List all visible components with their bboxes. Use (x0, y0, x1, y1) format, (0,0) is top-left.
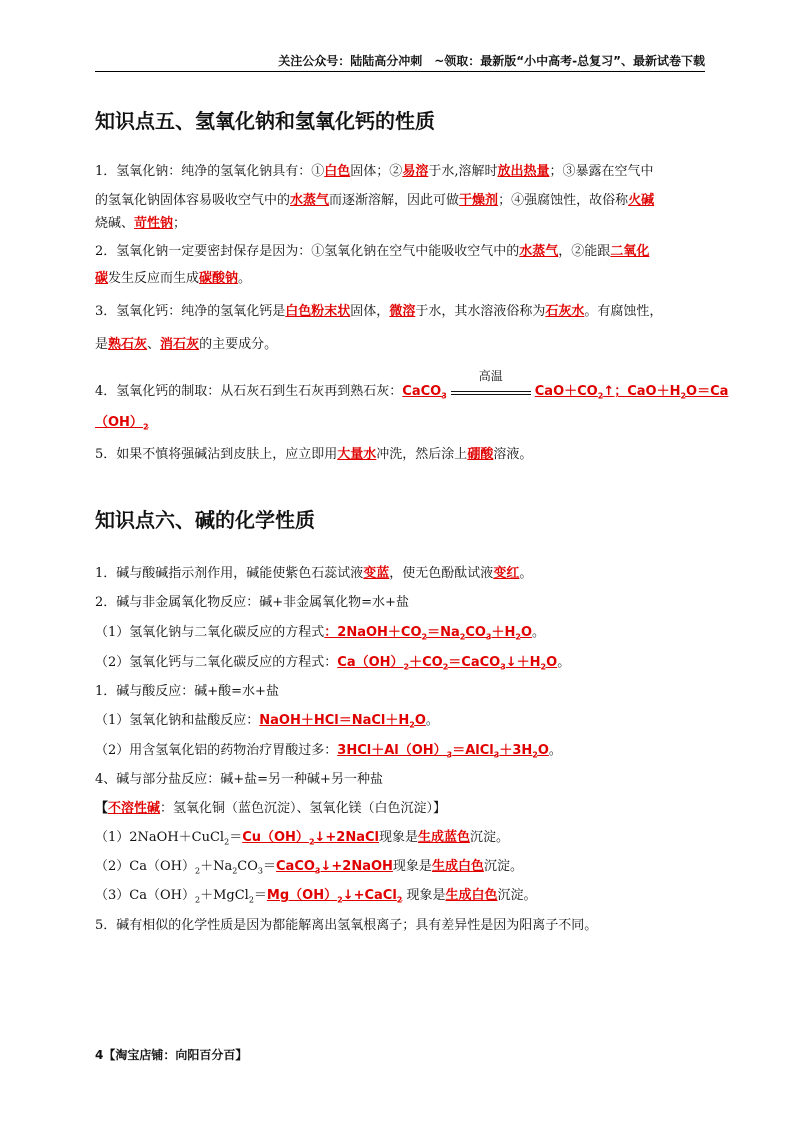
s5-p1-line3: 烧碱、苛性钠； (95, 216, 187, 231)
section-title-5: 知识点五、氢氧化钠和氢氧化钙的性质 (95, 109, 435, 133)
s5-p3-line2: 是熟石灰、消石灰的主要成分。 (95, 337, 278, 352)
s6-line-5: 1．碱与酸反应：碱+酸=水+盐 (95, 684, 279, 699)
page-number: 4 (95, 1048, 104, 1062)
s5-p2-line1: 2．氢氧化钠一定要密封保存是因为：①氢氧化钠在空气中能吸收空气中的水蒸气，②能跟二氧化 (95, 244, 650, 259)
page-header: 关注公众号：陆陆高分冲刺 ~领取：最新版“小中高考-总复习”、最新试卷下载 (278, 54, 705, 68)
s6-line-1: 1．碱与酸碱指示剂作用，碱能使紫色石蕊试液变蓝，使无色酚酞试液变红。 (95, 566, 533, 581)
s5-p1-line1: 1．氢氧化钠：纯净的氢氧化钠具有：①白色固体；②易溶于水,溶解时放出热量；③暴露在空气中 (95, 164, 654, 179)
s6-line-4: （2）氢氧化钙与二氧化碳反应的方程式：$Ca(OH)_2+CO_2=CaCO_3↓+H_2O$。 (95, 655, 571, 672)
section-title-6: 知识点六、碱的化学性质 (95, 508, 315, 532)
s6-line-10: $(1)2NaOH+CuCl_2=Cu(OH)_2↓+2NaCl$现象是生成蓝色沉淀。 (95, 830, 510, 847)
s5-p2-line2: 碳发生反应而生成碳酸钠。 (95, 271, 252, 286)
s6-line-12: $(3)Ca(OH)_2+MgCl_2=Mg(OH)_2↓+CaCl_2$ 现象是生成白色沉淀。 (95, 888, 537, 905)
s6-line-2: 2．碱与非金属氧化物反应：碱+非金属氧化物=水+盐 (95, 595, 409, 610)
reaction-condition: 高温 (451, 382, 531, 395)
s5-p4-line1: 4．氢氧化钙的制取：从石灰石到生石灰再到熟石灰：CaCO$_3$ 高温 $CaO+CO_2↑$；$CaO+H_2O=Ca$ (95, 369, 729, 401)
header-rule (95, 71, 705, 72)
s6-line-8: 4、碱与部分盐反应：碱+盐=另一种碱+另一种盐 (95, 772, 383, 787)
footer-text: 【淘宝店铺：向阳百分百】 (103, 1048, 248, 1062)
s6-line-9: 【不溶性碱：氢氧化铜（蓝色沉淀）、氢氧化镁（白色沉淀）】 (95, 801, 447, 816)
s6-line-6: （1）氢氧化钠和盐酸反应：$NaOH+HCl=NaCl+H_2O$。 (95, 713, 439, 730)
s5-p5: 5．如果不慎将强碱沾到皮肤上，应立即用大量水冲洗，然后涂上硼酸溶液。 (95, 447, 533, 462)
s6-line-3: （1）氢氧化钠与二氧化碳反应的方程式：$2NaOH+CO_2=Na_2CO_3+H_2O$。 (95, 625, 546, 642)
s6-line-13: 5．碱有相似的化学性质是因为都能解离出氢氧根离子；具有差异性是因为阳离子不同。 (95, 918, 598, 933)
s5-p4-line2: $(OH)_2$ (95, 415, 149, 432)
s6-line-11: $(2)Ca(OH)_2+Na_2CO_3=CaCO_3↓+2NaOH$现象是生成白色沉淀。 (95, 859, 523, 876)
s5-p3-line1: 3．氢氧化钙：纯净的氢氧化钙是白色粉末状固体，微溶于水，其水溶液俗称为石灰水。有腐蚀性， (95, 304, 663, 319)
s5-p1-line2: 的氢氧化钠固体容易吸收空气中的水蒸气而逐渐溶解，因此可做干燥剂；④强腐蚀性，故俗称火碱 (95, 193, 655, 208)
s6-line-7: （2）用含氢氧化铝的药物治疗胃酸过多：$3HCl+Al(OH)_3=AlCl_3+3H_2O$。 (95, 743, 562, 760)
page-footer (95, 1046, 247, 1063)
